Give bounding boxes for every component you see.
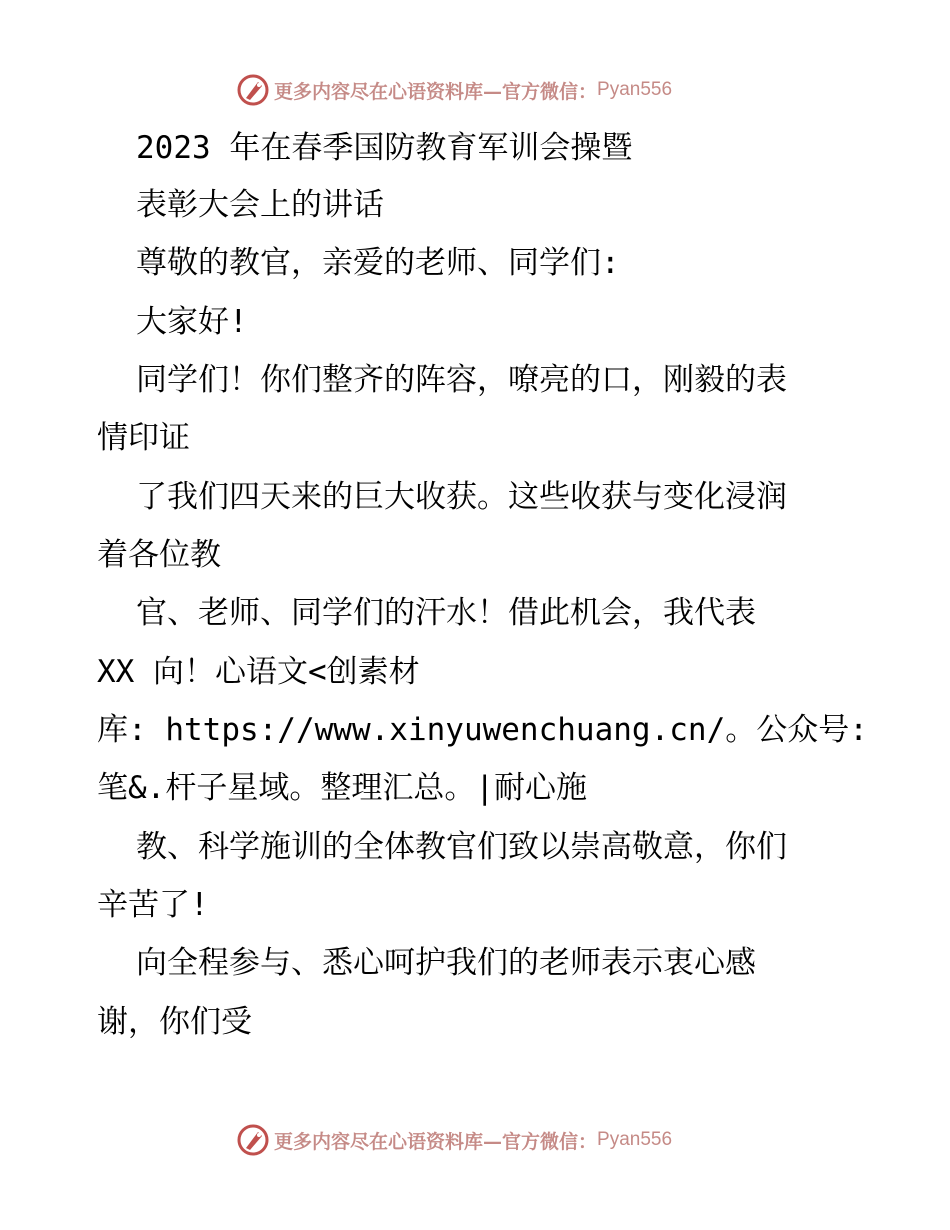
pen-nib-logo-icon	[236, 73, 270, 107]
paragraph-line: 着各位教	[97, 537, 221, 573]
paragraph-line: 笔&.杆子星域。整理汇总。|耐心施	[97, 770, 587, 806]
document-title-line-1: 2023 年在春季国防教育军训会操暨	[136, 130, 633, 166]
document-title-line-2: 表彰大会上的讲话	[136, 187, 384, 223]
salutation: 尊敬的教官，亲爱的老师、同学们:	[136, 245, 620, 281]
header-banner	[236, 72, 672, 108]
banner-text: 更多内容尽在心语资料库—官方微信：	[274, 1130, 598, 1153]
paragraph-line: 辛苦了!	[97, 887, 209, 923]
paragraph-line: 官、老师、同学们的汗水！借此机会，我代表	[136, 595, 756, 631]
banner-wechat-id: Pyan556	[597, 79, 673, 100]
greeting: 大家好!	[136, 304, 248, 340]
paragraph-line: 谢，你们受	[97, 1004, 252, 1040]
paragraph-line: 了我们四天来的巨大收获。这些收获与变化浸润	[136, 479, 787, 515]
banner-text: 更多内容尽在心语资料库—官方微信：	[274, 80, 598, 103]
paragraph-line: 同学们！你们整齐的阵容，嘹亮的口，刚毅的表	[136, 362, 787, 398]
paragraph-line: 向全程参与、悉心呵护我们的老师表示衷心感	[136, 945, 756, 981]
paragraph-line: 情印证	[97, 420, 190, 456]
paragraph-line: 教、科学施训的全体教官们致以崇高敬意，你们	[136, 829, 787, 865]
paragraph-line: 库: https://www.xinyuwenchuang.cn/。公众号:	[97, 712, 868, 748]
banner-wechat-id: Pyan556	[597, 1129, 673, 1150]
footer-banner	[236, 1122, 672, 1158]
paragraph-line: XX 向！心语文<创素材	[97, 654, 420, 690]
pen-nib-logo-icon	[236, 1123, 270, 1157]
